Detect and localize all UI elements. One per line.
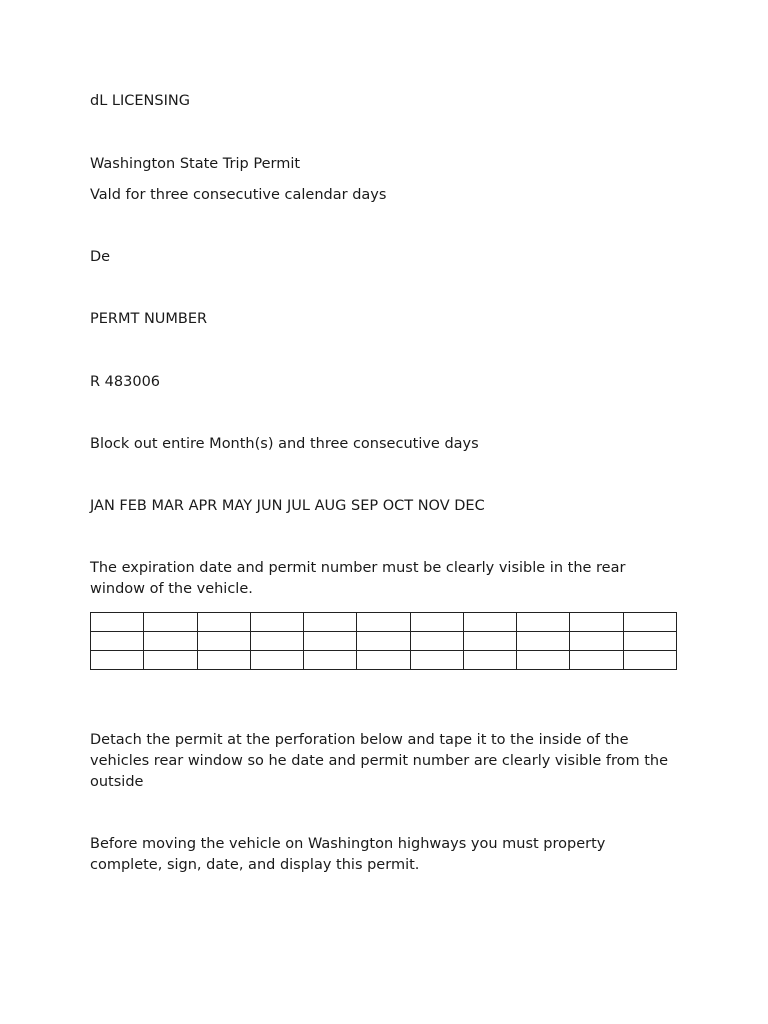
display-instruction: Before moving the vehicle on Washington highways you must property complete, sign, date, and display this permit. bbox=[90, 836, 606, 873]
grid-cell bbox=[250, 613, 303, 632]
grid-cell bbox=[91, 613, 144, 632]
grid-cell bbox=[304, 613, 357, 632]
grid-cell bbox=[517, 613, 570, 632]
grid-row bbox=[91, 613, 677, 632]
grid-cell bbox=[304, 632, 357, 651]
block-instruction: Block out entire Month(s) and three consecutive days bbox=[90, 436, 479, 452]
grid-cell bbox=[304, 651, 357, 670]
grid-cell bbox=[144, 651, 197, 670]
grid-cell bbox=[463, 613, 516, 632]
grid-cell bbox=[570, 613, 623, 632]
grid-cell bbox=[91, 632, 144, 651]
grid-cell bbox=[357, 632, 410, 651]
grid-cell bbox=[517, 651, 570, 670]
grid-cell bbox=[623, 651, 676, 670]
visibility-note: The expiration date and permit number must be clearly visible in the rear window of the vehicle. bbox=[90, 560, 626, 597]
detach-instruction: Detach the permit at the perforation below and tape it to the inside of the vehicles rear window so he date and permit number are clearly visible from the outside bbox=[90, 732, 669, 790]
grid-row bbox=[91, 651, 677, 670]
grid-cell bbox=[463, 651, 516, 670]
months-list: JAN FEB MAR APR MAY JUN JUL AUG SEP OCT NOV DEC bbox=[90, 498, 485, 514]
grid-cell bbox=[197, 613, 250, 632]
permit-number-label: PERMT NUMBER bbox=[90, 311, 208, 327]
grid-cell bbox=[623, 613, 676, 632]
permit-title: Washington State Trip Permit bbox=[90, 156, 301, 172]
grid-cell bbox=[357, 651, 410, 670]
grid-cell bbox=[197, 651, 250, 670]
grid-cell bbox=[410, 632, 463, 651]
grid-cell bbox=[197, 632, 250, 651]
grid-cell bbox=[623, 632, 676, 651]
grid-cell bbox=[144, 613, 197, 632]
grid-cell bbox=[410, 613, 463, 632]
validity-text: Vald for three consecutive calendar days bbox=[90, 187, 387, 203]
grid-row bbox=[91, 632, 677, 651]
grid-cell bbox=[250, 651, 303, 670]
header-text: dL LICENSING bbox=[90, 93, 190, 109]
day-grid bbox=[90, 612, 677, 670]
grid-cell bbox=[357, 613, 410, 632]
grid-cell bbox=[250, 632, 303, 651]
permit-number: R 483006 bbox=[90, 374, 161, 390]
grid-cell bbox=[517, 632, 570, 651]
grid-cell bbox=[91, 651, 144, 670]
date-label: De bbox=[90, 249, 111, 265]
grid-cell bbox=[144, 632, 197, 651]
grid-cell bbox=[570, 632, 623, 651]
grid-cell bbox=[570, 651, 623, 670]
grid-cell bbox=[463, 632, 516, 651]
grid-cell bbox=[410, 651, 463, 670]
